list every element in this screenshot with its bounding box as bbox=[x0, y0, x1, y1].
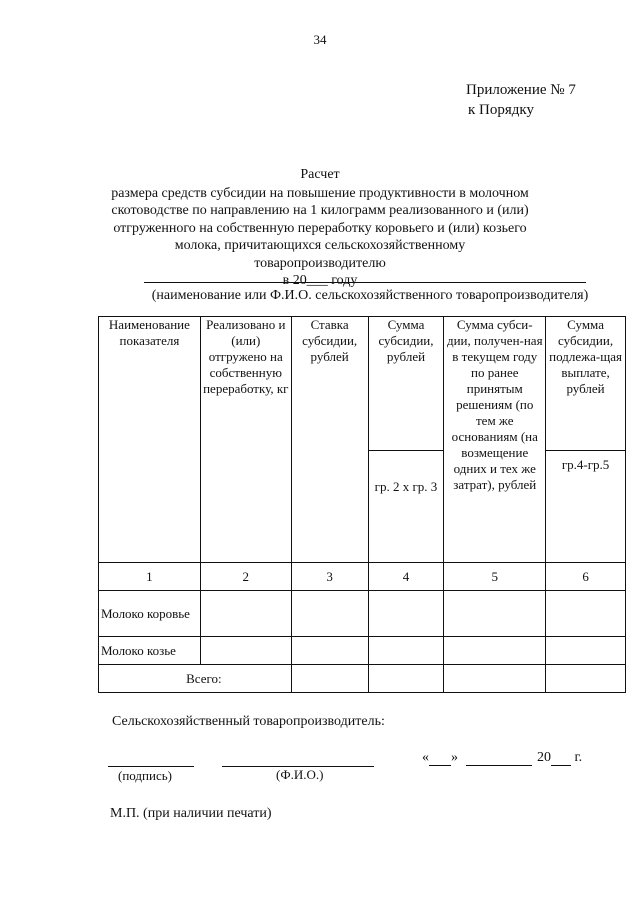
table-cell[interactable] bbox=[444, 637, 546, 665]
row-name-cow-milk: Молоко коровье bbox=[99, 591, 201, 637]
column-number: 6 bbox=[546, 563, 626, 591]
date-quote-close: » bbox=[451, 750, 458, 765]
total-label: Всего: bbox=[99, 665, 292, 693]
document-title bbox=[110, 166, 530, 290]
title-line-2: скотоводстве по направлению на 1 килограмм реализованного и (или) bbox=[111, 203, 529, 218]
table-row bbox=[99, 591, 626, 637]
table-cell[interactable] bbox=[444, 665, 546, 693]
title-line-5: в 20___ году bbox=[282, 273, 358, 288]
title-heading: Расчет bbox=[300, 167, 340, 182]
header-received-sum: Сумма субси-дии, получен-ная в текущем году по ранее принятым решениям (по тем же основаниям (на возмещение одних и тех же затрат), рублей bbox=[444, 317, 546, 563]
title-line-3: отгруженного на собственную переработку коровьего и (или) козьего bbox=[113, 220, 527, 236]
page-number: 34 bbox=[313, 32, 327, 47]
producer-name-line[interactable] bbox=[144, 282, 586, 283]
table-total-row bbox=[99, 665, 626, 693]
column-numbers-row bbox=[99, 563, 626, 591]
header-payable-sum: Сумма субсидии, подлежа-щая выплате, рублей bbox=[546, 317, 626, 451]
column-number: 2 bbox=[200, 563, 291, 591]
full-name-caption: (Ф.И.О.) bbox=[276, 767, 324, 782]
year-suffix: г. bbox=[574, 750, 583, 765]
signature-label: Сельскохозяйственный товаропроизводитель: bbox=[112, 714, 385, 729]
header-sold-kg: Реализовано и (или) отгружено на собственную переработку, кг bbox=[200, 317, 291, 563]
formula-col-6: гр.4-гр.5 bbox=[546, 451, 626, 563]
table-cell[interactable] bbox=[368, 637, 444, 665]
column-number: 1 bbox=[99, 563, 201, 591]
signature-line[interactable] bbox=[108, 766, 194, 767]
table-cell[interactable] bbox=[368, 591, 444, 637]
year-prefix: 20 bbox=[537, 750, 551, 765]
column-number: 5 bbox=[444, 563, 546, 591]
table-cell[interactable] bbox=[368, 665, 444, 693]
date-field[interactable] bbox=[422, 750, 582, 766]
title-line-1: размера средств субсидии на повышение продуктивности в молочном bbox=[111, 185, 529, 201]
table-cell[interactable] bbox=[546, 637, 626, 665]
table-cell[interactable] bbox=[291, 591, 368, 637]
month-blank[interactable] bbox=[466, 751, 532, 766]
table-cell[interactable] bbox=[291, 637, 368, 665]
row-name-goat-milk: Молоко козье bbox=[99, 637, 201, 665]
header-subsidy-rate: Ставка субсидии, рублей bbox=[291, 317, 368, 563]
seal-note: М.П. (при наличии печати) bbox=[110, 806, 272, 821]
producer-caption: (наименование или Ф.И.О. сельскохозяйственного товаропроизводителя) bbox=[151, 288, 589, 303]
table-cell[interactable] bbox=[444, 591, 546, 637]
appendix-number: Приложение № 7 bbox=[466, 82, 576, 98]
column-number: 4 bbox=[368, 563, 444, 591]
header-subsidy-sum: Сумма субсидии, рублей bbox=[368, 317, 444, 451]
table-cell[interactable] bbox=[546, 665, 626, 693]
appendix-reference bbox=[466, 80, 576, 120]
date-quote-open: « bbox=[422, 750, 429, 765]
signature-caption: (подпись) bbox=[118, 768, 172, 783]
table-cell[interactable] bbox=[200, 637, 291, 665]
year-blank[interactable] bbox=[551, 751, 571, 766]
table-cell[interactable] bbox=[546, 591, 626, 637]
title-line-4: молока, причитающихся сельскохозяйственному товаропроизводителю bbox=[174, 238, 466, 271]
day-blank[interactable] bbox=[429, 751, 451, 766]
table-cell[interactable] bbox=[200, 591, 291, 637]
formula-col-4: гр. 2 x гр. 3 bbox=[368, 451, 444, 563]
table-cell[interactable] bbox=[291, 665, 368, 693]
header-indicator-name: Наименование показателя bbox=[99, 317, 201, 563]
appendix-order: к Порядку bbox=[468, 102, 534, 118]
table-row bbox=[99, 637, 626, 665]
subsidy-table bbox=[98, 316, 626, 693]
column-number: 3 bbox=[291, 563, 368, 591]
